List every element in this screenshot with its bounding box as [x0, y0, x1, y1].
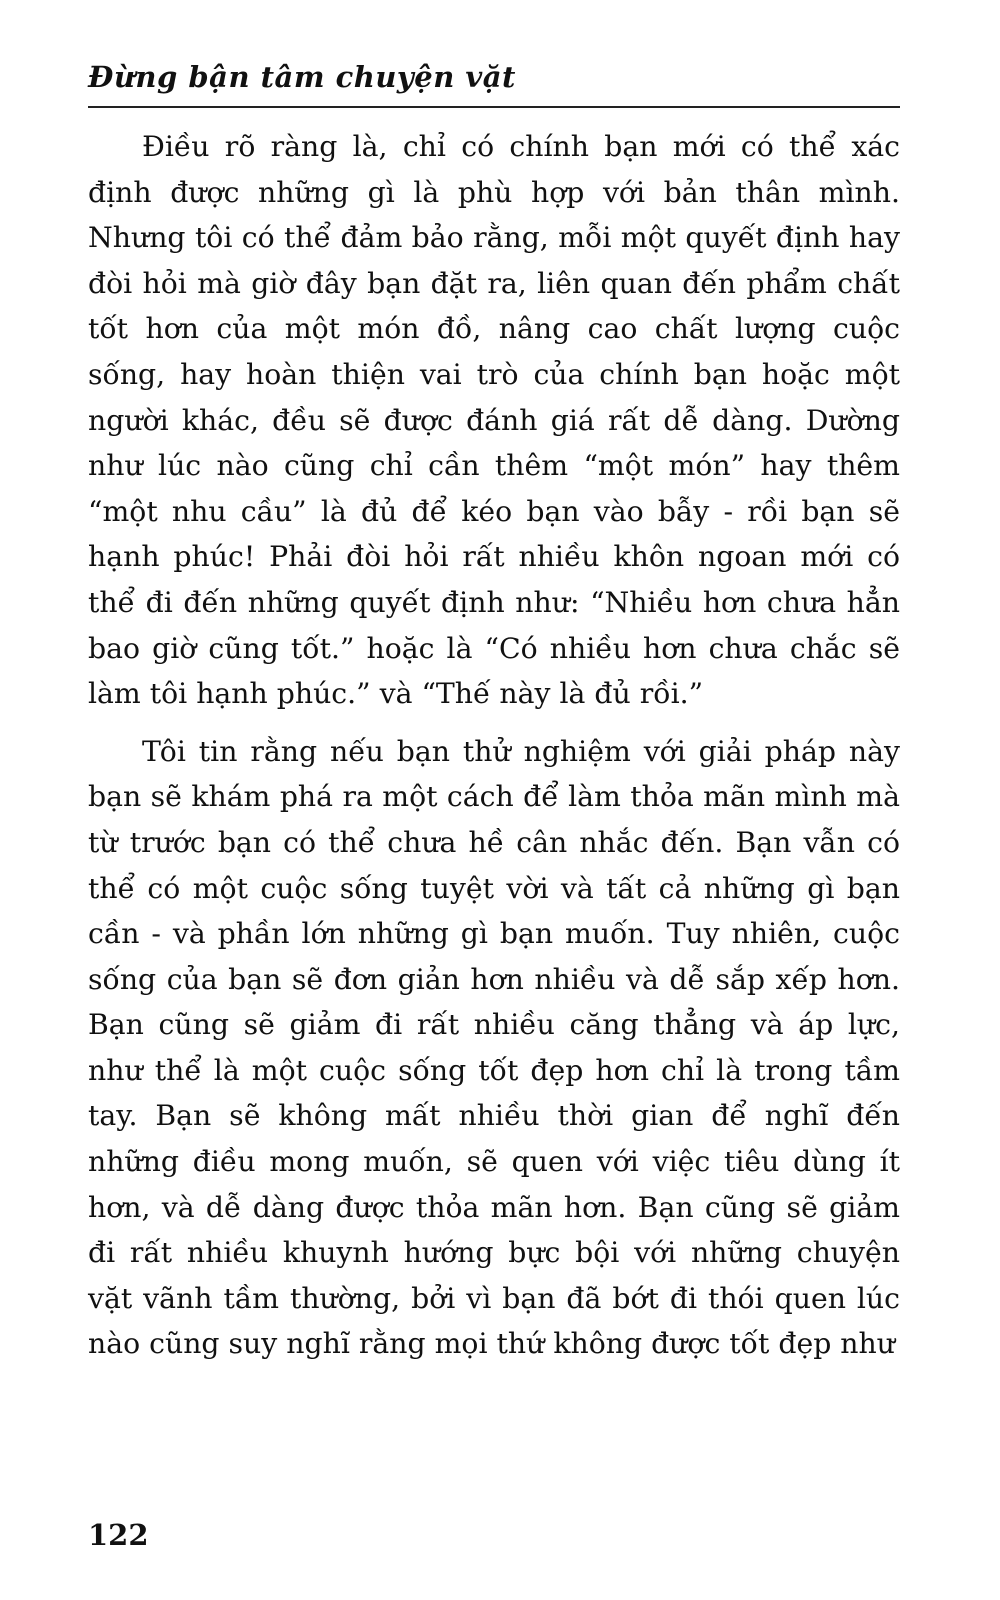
book-title: Đừng bận tâm chuyện vặt — [88, 60, 516, 94]
running-header — [88, 60, 900, 108]
paragraph: Điều rõ ràng là, chỉ có chính bạn mới có thể xác định được những gì là phù hợp với bản thân mình. Nhưng tôi có thể đảm bảo rằng, mỗi một quyết định hay đòi hỏi mà giờ đây bạn đặt ra, liên quan đến phẩm chất tốt hơn của một món đồ, nâng cao chất lượng cuộc sống, hay hoàn thiện vai trò của chính bạn hoặc một người khác, đều sẽ được đánh giá rất dễ dàng. Dường như lúc nào cũng chỉ cần thêm “một món” hay thêm “một nhu cầu” là đủ để kéo bạn vào bẫy - rồi bạn sẽ hạnh phúc! Phải đòi hỏi rất nhiều khôn ngoan mới có thể đi đến những quyết định như: “Nhiều hơn chưa hẳn bao giờ cũng tốt.” hoặc là “Có nhiều hơn chưa chắc sẽ làm tôi hạnh phúc.” và “Thế này là đủ rồi.” — [88, 130, 900, 711]
paragraph: Tôi tin rằng nếu bạn thử nghiệm với giải pháp này bạn sẽ khám phá ra một cách để làm thỏa mãn mình mà từ trước bạn có thể chưa hề cân nhắc đến. Bạn vẫn có thể có một cuộc sống tuyệt vời và tất cả những gì bạn cần - và phần lớn những gì bạn muốn. Tuy nhiên, cuộc sống của bạn sẽ đơn giản hơn nhiều và dễ sắp xếp hơn. Bạn cũng sẽ giảm đi rất nhiều căng thẳng và áp lực, như thể là một cuộc sống tốt đẹp hơn chỉ là trong tầm tay. Bạn sẽ không mất nhiều thời gian để nghĩ đến những điều mong muốn, sẽ quen với việc tiêu dùng ít hơn, và dễ dàng được thỏa mãn hơn. Bạn cũng sẽ giảm đi rất nhiều khuynh hướng bực bội với những chuyện vặt vãnh tầm thường, bởi vì bạn đã bớt đi thói quen lúc nào cũng suy nghĩ rằng mọi thứ không được tốt đẹp như — [88, 734, 900, 1361]
body-text — [88, 124, 900, 1367]
page-number: 122 — [88, 1518, 149, 1552]
